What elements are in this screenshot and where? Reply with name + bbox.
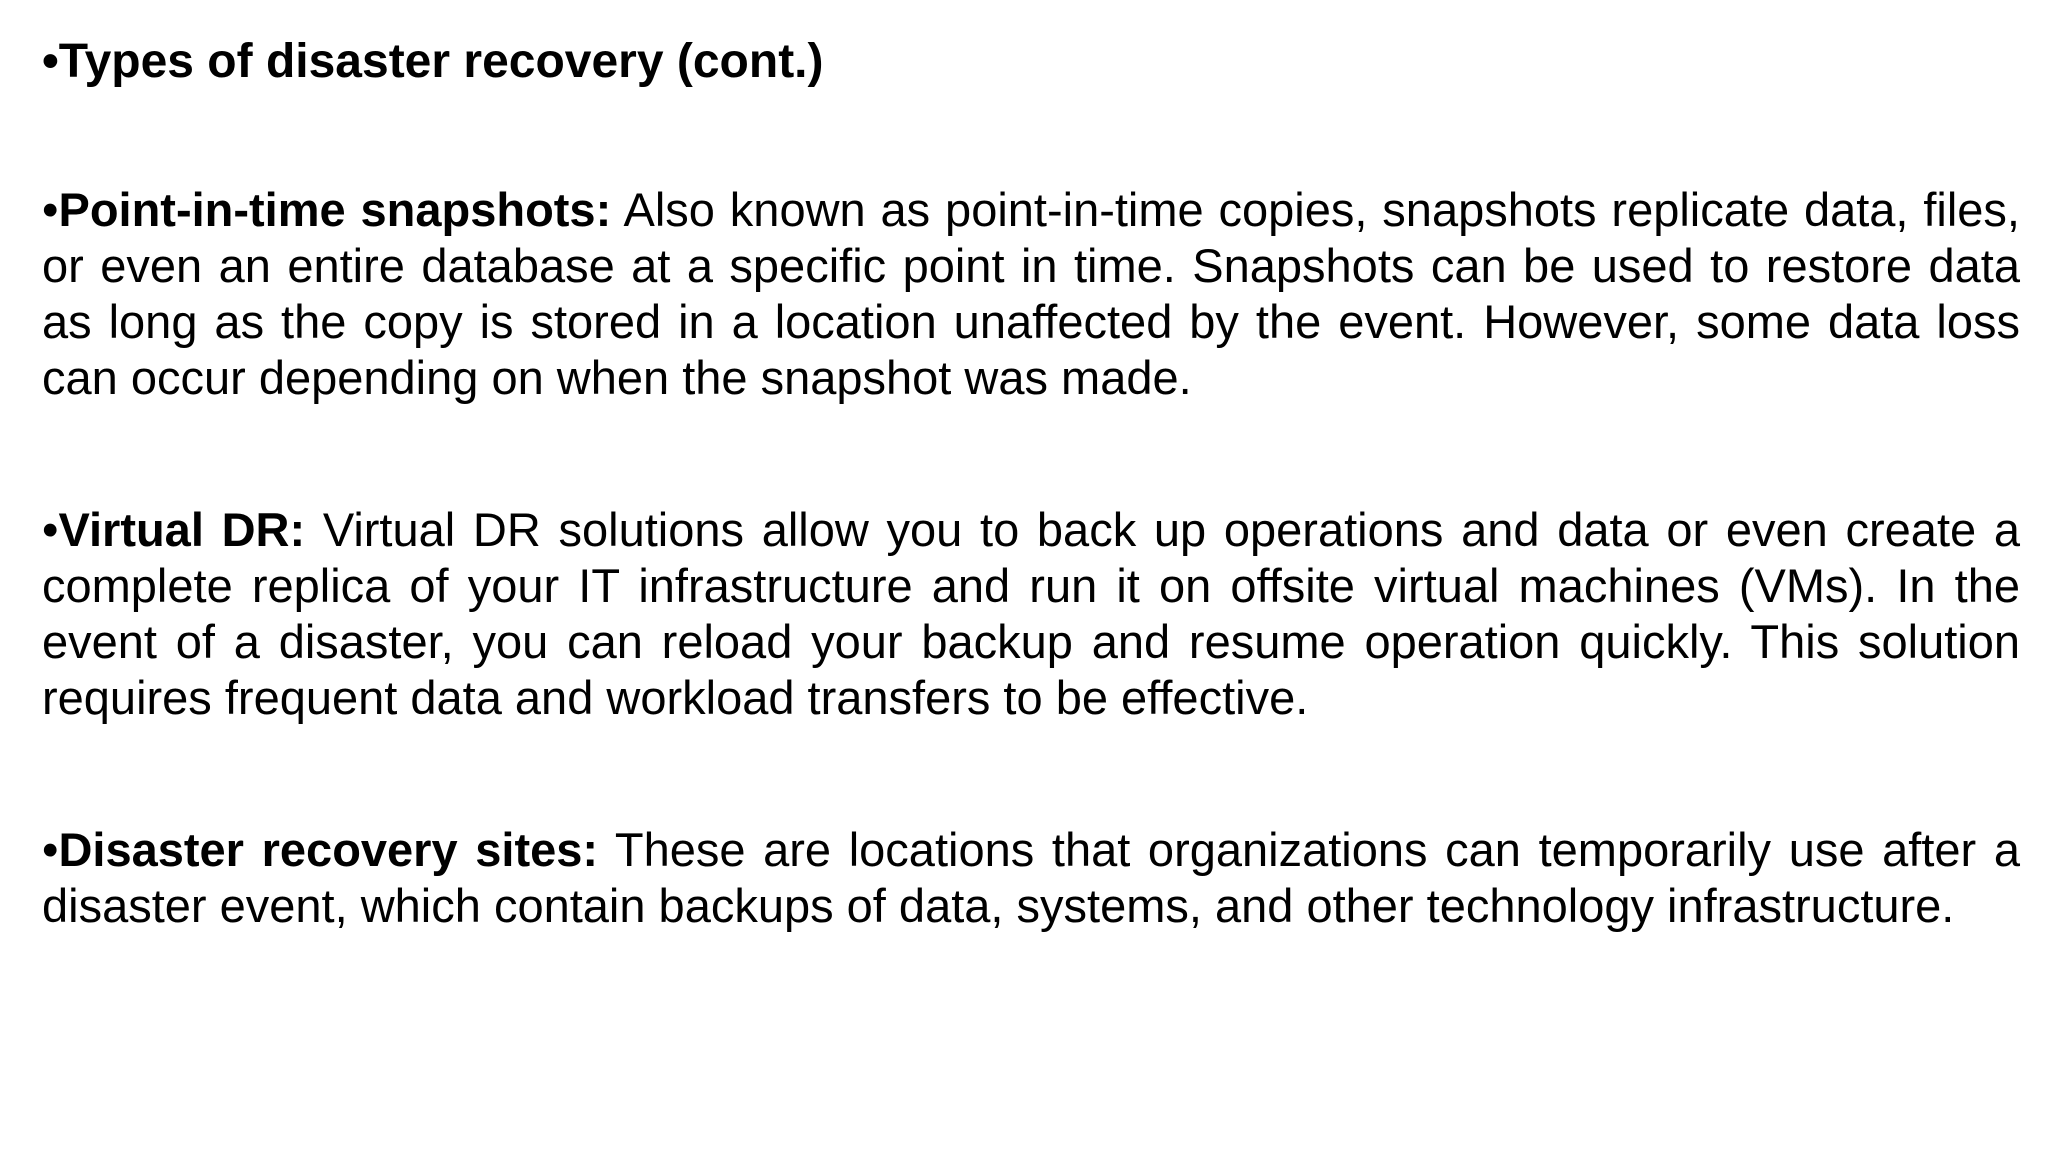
bullet-term: Disaster recovery sites:	[58, 823, 599, 876]
slide-content	[42, 28, 2020, 934]
bullet-marker: •	[42, 183, 59, 236]
slide-title: •Types of disaster recovery (cont.)	[42, 35, 824, 88]
bullet-virtual-dr	[42, 502, 2020, 726]
bullet-text: Also known as point-in-time copies, snapshots replicate data, files, or even an entire database at a specific point in time. Snapshots can be used to restore data as long as the copy is stored in a location unaffected by the event. However, some data loss can occur depending on when the snapshot was made.	[42, 183, 2020, 404]
bullet-marker: •	[42, 823, 59, 876]
bullet-term: Point-in-time snapshots:	[58, 183, 612, 236]
bullet-point-in-time-snapshots	[42, 182, 2020, 406]
bullet-marker: •	[42, 503, 59, 556]
bullet-text: Virtual DR solutions allow you to back up operations and data or even create a complete replica of your IT infrastructure and run it on offsite virtual machines (VMs). In the event of a disaster, you can reload your backup and resume operation quickly. This solution requires frequent data and workload transfers to be effective.	[42, 503, 2020, 724]
bullet-text: These are locations that organizations can temporarily use after a disaster event, which contain backups of data, systems, and other technology infrastructure.	[42, 823, 2020, 932]
bullet-disaster-recovery-sites	[42, 822, 2020, 934]
bullet-term: Virtual DR:	[58, 503, 306, 556]
